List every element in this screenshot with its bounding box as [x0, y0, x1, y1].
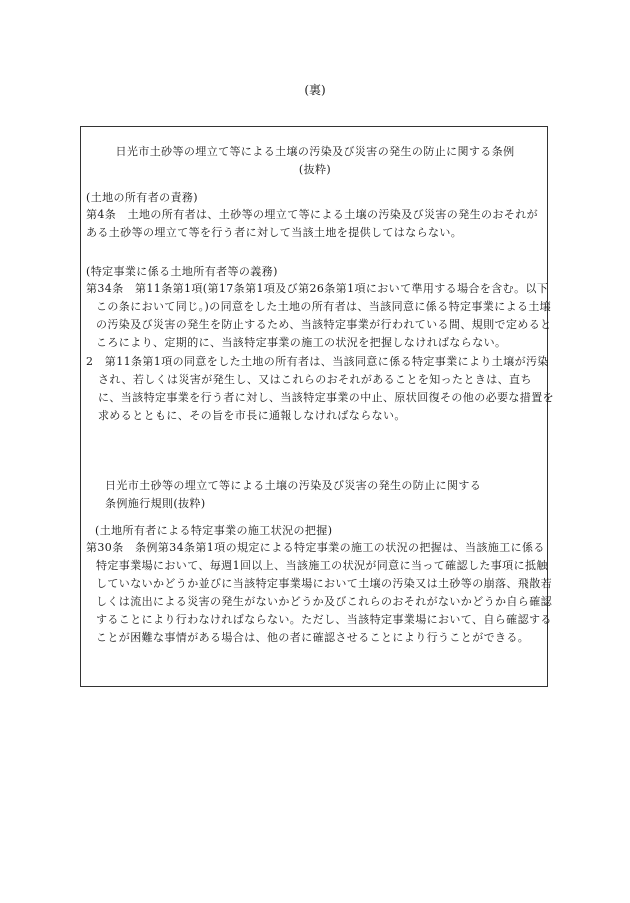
- rules-title: [105, 477, 545, 513]
- article-34: 第34条 第11条第1項(第17条第1項及び第26条第1項において準用する場合を含む。以下この条において同じ。)の同意をした土地の所有者は、当該同意に係る特定事業による土壌の汚染及び災害の発生を防止するため、当該特定事業が行われている間、規則で定めるところにより、定期的に、当該特定事業の施工の状況を把握しなければならない。: [86, 282, 552, 349]
- page-side-label: (裏): [304, 83, 326, 97]
- rules-title-line1: 日光市土砂等の埋立て等による土壌の汚染及び災害の発生の防止に関する: [105, 479, 482, 492]
- ordinance-title-line2: (抜粋): [298, 163, 332, 176]
- section-heading-landowner-duty: (土地の所有者の責務): [86, 191, 198, 204]
- ordinance-title: [81, 143, 549, 179]
- excerpt-frame: [80, 126, 554, 687]
- section-heading-specified-business-duty: (特定事業に係る土地所有者等の義務): [86, 265, 278, 278]
- section-heading-construction-status: (土地所有者による特定事業の施工状況の把握): [95, 524, 333, 537]
- article-30: 第30条 条例第34条第1項の規定による特定事業の施工の状況の把握は、当該施工に係る特定事業場において、毎週1回以上、当該施工の状況が同意に当って確認した事項に抵触していないかどうか並びに当該特定事業場において土壌の汚染又は土砂等の崩落、飛散若しくは流出による災害の発生がないかどうか及びこれらのおそれがないかどうか自ら確認することにより行わなければならない。ただし、当該特定事業場において、自ら確認することが困難な事情がある場合は、他の者に確認させることにより行うことができる。: [86, 541, 552, 644]
- article-34-paragraph-2: 2 第11条第1項の同意をした土地の所有者は、当該同意に係る特定事業により土壌が汚染され、若しくは災害が発生し、又はこれらのおそれがあることを知ったときは、直ちに、当該特定事業を行う者に対し、当該特定事業の中止、原状回復その他の必要な措置を求めるとともに、その旨を市長に通報しなければならない。: [86, 355, 554, 422]
- article-4: 第4条 土地の所有者は、土砂等の埋立て等による土壌の汚染及び災害の発生のおそれがある土砂等の埋立て等を行う者に対して当該土地を提供してはならない。: [86, 208, 538, 239]
- rules-title-line2: 条例施行規則(抜粋): [105, 497, 206, 510]
- ordinance-title-line1: 日光市土砂等の埋立て等による土壌の汚染及び災害の発生の防止に関する条例: [115, 145, 515, 158]
